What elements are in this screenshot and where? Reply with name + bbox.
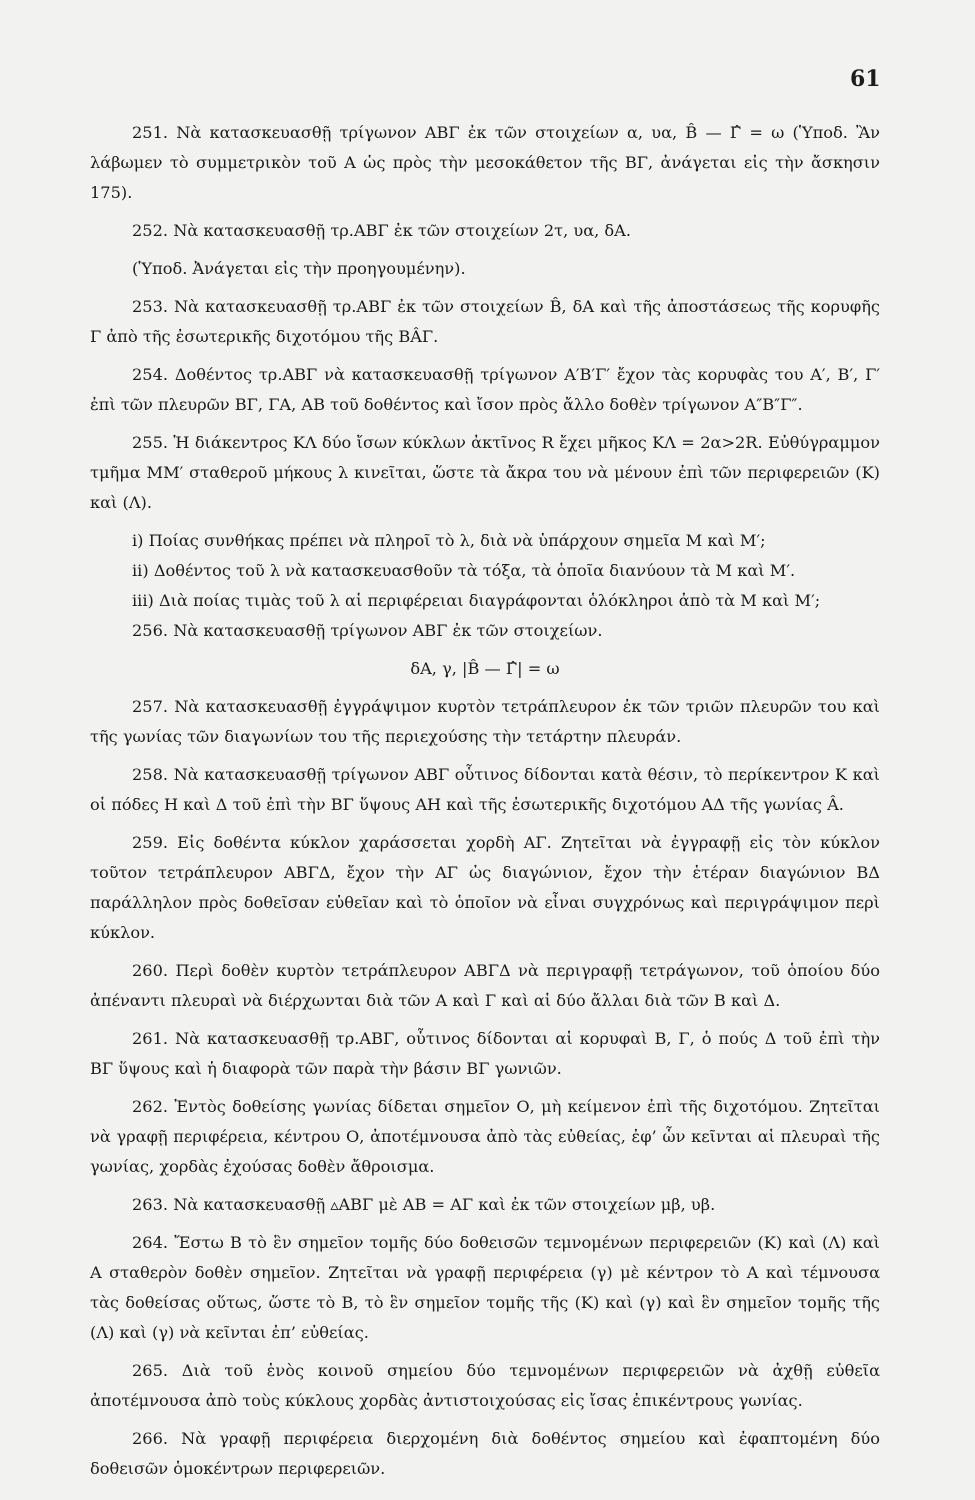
exercise-261: 261. Νὰ κατασκευασθῇ τρ.ΑΒΓ, οὗτινος δίδονται αἱ κορυφαὶ Β, Γ, ὁ πούς Δ τοῦ ἐπὶ τὴν ΒΓ ὕψους καὶ ἡ διαφορὰ τῶν παρὰ τὴν βάσιν ΒΓ γωνιῶν.	[90, 1029, 880, 1078]
exercise-255-item-iii: iii) Διὰ ποίας τιμὰς τοῦ λ αἱ περιφέρειαι διαγράφονται ὁλόκληροι ἀπὸ τὰ Μ καὶ Μ′;	[132, 591, 821, 610]
page-number: 61	[850, 66, 881, 92]
exercise-264: 264. Ἔστω Β τὸ ἓν σημεῖον τομῆς δύο δοθεισῶν τεμνομένων περιφερειῶν (Κ) καὶ (Λ) καὶ Α σταθερὸν δοθὲν σημεῖον. Ζητεῖται νὰ γραφῇ περιφέρεια (γ) μὲ κέντρον τὸ Α καὶ τέμνουσα τὰς δοθείσας οὕτως, ὥστε τὸ Β, τὸ ἓν σημεῖον τομῆς τῆς (Κ) καὶ (γ) καὶ ἓν σημεῖον τομῆς τῆς (Λ) καὶ (γ) νὰ κεῖνται ἐπ’ εὐθείας.	[90, 1233, 880, 1342]
exercise-258: 258. Νὰ κατασκευασθῇ τρίγωνον ΑΒΓ οὗτινος δίδονται κατὰ θέσιν, τὸ περίκεντρον Κ καὶ οἱ πόδες Η καὶ Δ τοῦ ἐπὶ τὴν ΒΓ ὕψους ΑΗ καὶ τῆς ἐσωτερικῆς διχοτόμου ΑΔ τῆς γωνίας Â.	[90, 765, 880, 814]
exercise-255: 255. Ἡ διάκεντρος ΚΛ δύο ἴσων κύκλων ἀκτῖνος R ἔχει μῆκος ΚΛ = 2α>2R. Εὐθύγραμμον τμῆμα ΜΜ′ σταθεροῦ μήκους λ κινεῖται, ὥστε τὰ ἄκρα του νὰ μένουν ἐπὶ τῶν περιφερειῶν (Κ) καὶ (Λ).	[90, 433, 880, 512]
exercise-265: 265. Διὰ τοῦ ἑνὸς κοινοῦ σημείου δύο τεμνομένων περιφερειῶν νὰ ἀχθῇ εὐθεῖα ἀποτέμνουσα ἀπὸ τοὺς κύκλους χορδὰς ἀντιστοιχούσας εἰς ἴσας ἐπικέντρους γωνίας.	[90, 1361, 880, 1410]
exercise-257: 257. Νὰ κατασκευασθῇ ἐγγράψιμον κυρτὸν τετράπλευρον ἐκ τῶν τριῶν πλευρῶν του καὶ τῆς γωνίας τῶν διαγωνίων του τῆς περιεχούσης τὴν τετάρτην πλευράν.	[90, 697, 880, 746]
exercise-252: 252. Νὰ κατασκευασθῇ τρ.ΑΒΓ ἐκ τῶν στοιχείων 2τ, υα, δΑ.	[132, 221, 632, 240]
exercise-254: 254. Δοθέντος τρ.ΑΒΓ νὰ κατασκευασθῇ τρίγωνον Α′Β′Γ′ ἔχον τὰς κορυφὰς του Α′, Β′, Γ′ ἐπὶ τῶν πλευρῶν ΒΓ, ΓΑ, ΑΒ τοῦ δοθέντος καὶ ἴσον πρὸς ἄλλο δοθὲν τρίγωνον Α″Β″Γ″.	[90, 365, 880, 414]
exercise-255-item-ii: ii) Δοθέντος τοῦ λ νὰ κατασκευασθοῦν τὰ τόξα, τὰ ὁποῖα διανύουν τὰ Μ καὶ Μ′.	[132, 561, 796, 580]
exercise-253: 253. Νὰ κατασκευασθῇ τρ.ΑΒΓ ἐκ τῶν στοιχείων B̂, δΑ καὶ τῆς ἀποστάσεως τῆς κορυφῆς Γ ἀπὸ τῆς ἐσωτερικῆς διχοτόμου τῆς ΒÂΓ.	[90, 297, 880, 346]
exercise-259: 259. Εἰς δοθέντα κύκλον χαράσσεται χορδὴ ΑΓ. Ζητεῖται νὰ ἐγγραφῇ εἰς τὸν κύκλον τοῦτον τετράπλευρον ΑΒΓΔ, ἔχον τὴν ΑΓ ὡς διαγώνιον, ἔχον τὴν ἑτέραν διαγώνιον ΒΔ παράλληλον πρὸς δοθεῖσαν εὐθεῖαν καὶ τὸ ὁποῖον νὰ εἶναι συγχρόνως καὶ περιγράψιμον περὶ κύκλον.	[90, 833, 880, 942]
exercise-256: 256. Νὰ κατασκευασθῇ τρίγωνον ΑΒΓ ἐκ τῶν στοιχείων.	[132, 621, 603, 640]
exercise-260: 260. Περὶ δοθὲν κυρτὸν τετράπλευρον ΑΒΓΔ νὰ περιγραφῇ τετράγωνον, τοῦ ὁποίου δύο ἀπέναντι πλευραὶ νὰ διέρχωνται διὰ τῶν Α καὶ Γ καὶ αἱ δύο ἄλλαι διὰ τῶν Β καὶ Δ.	[90, 961, 880, 1010]
exercise-252-hint: (Ὑποδ. Ἀνάγεται εἰς τὴν προηγουμένην).	[132, 259, 466, 278]
exercise-256-formula: δΑ, γ, |B̂ — Γ̂| = ω	[410, 659, 560, 678]
exercise-266: 266. Νὰ γραφῇ περιφέρεια διερχομένη διὰ δοθέντος σημείου καὶ ἐφαπτομένη δύο δοθεισῶν ὁμοκέντρων περιφερειῶν.	[90, 1429, 880, 1478]
exercise-255-item-i: i) Ποίας συνθήκας πρέπει νὰ πληροῖ τὸ λ, διὰ νὰ ὑπάρχουν σημεῖα Μ καὶ Μ′;	[132, 531, 766, 550]
exercise-251: 251. Νὰ κατασκευασθῇ τρίγωνον ΑΒΓ ἐκ τῶν στοιχείων α, υα, B̂ — Γ̂ = ω (Ὑποδ. Ἂν λάβωμεν τὸ συμμετρικὸν τοῦ Α ὡς πρὸς τὴν μεσοκάθετον τῆς ΒΓ, ἀνάγεται εἰς τὴν ἄσκησιν 175).	[90, 123, 880, 202]
exercise-text	[90, 118, 880, 1492]
exercise-263: 263. Νὰ κατασκευασθῇ ▵ΑΒΓ μὲ ΑΒ = ΑΓ καὶ ἐκ τῶν στοιχείων μβ, υβ.	[132, 1195, 716, 1214]
exercise-262: 262. Ἐντὸς δοθείσης γωνίας δίδεται σημεῖον Ο, μὴ κείμενον ἐπὶ τῆς διχοτόμου. Ζητεῖται νὰ γραφῇ περιφέρεια, κέντρου Ο, ἀποτέμνουσα ἀπὸ τὰς εὐθείας, ἐφ’ ὧν κεῖνται αἱ πλευραὶ τῆς γωνίας, χορδὰς ἐχούσας δοθὲν ἄθροισμα.	[90, 1097, 880, 1176]
